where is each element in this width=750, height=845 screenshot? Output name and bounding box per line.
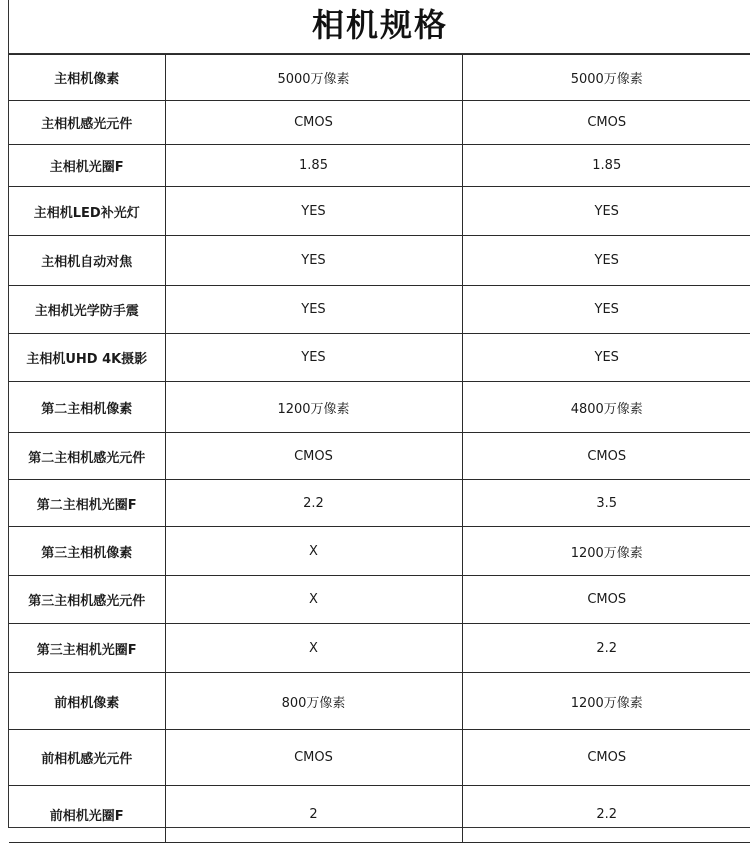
value-col-2: 1200万像素 <box>462 527 750 576</box>
value-col-1: YES <box>165 236 462 286</box>
row-label: 第二主相机光圈F <box>9 480 165 527</box>
value-col-2: YES <box>462 187 750 236</box>
row-label: 前相机感光元件 <box>9 730 165 786</box>
value-col-1: CMOS <box>165 101 462 145</box>
table-row <box>9 480 750 527</box>
table-row <box>9 786 750 843</box>
table-row <box>9 730 750 786</box>
table-row <box>9 334 750 382</box>
value-col-1: X <box>165 527 462 576</box>
value-col-2: 2.2 <box>462 786 750 843</box>
value-col-2: 5000万像素 <box>462 55 750 101</box>
table-row <box>9 236 750 286</box>
row-label: 前相机光圈F <box>9 786 165 843</box>
row-label: 第三主相机感光元件 <box>9 576 165 624</box>
camera-spec-table <box>9 54 750 843</box>
value-col-1: CMOS <box>165 433 462 480</box>
row-label: 主相机感光元件 <box>9 101 165 145</box>
row-label: 第二主相机像素 <box>9 382 165 433</box>
row-label: 第二主相机感光元件 <box>9 433 165 480</box>
table-row <box>9 433 750 480</box>
value-col-1: 2 <box>165 786 462 843</box>
table-row <box>9 286 750 334</box>
value-col-2: 4800万像素 <box>462 382 750 433</box>
value-col-1: CMOS <box>165 730 462 786</box>
table-row <box>9 145 750 187</box>
value-col-1: 2.2 <box>165 480 462 527</box>
row-label: 主相机光学防手震 <box>9 286 165 334</box>
row-label: 第三主相机像素 <box>9 527 165 576</box>
row-label: 第三主相机光圈F <box>9 624 165 673</box>
table-row <box>9 527 750 576</box>
value-col-1: X <box>165 624 462 673</box>
row-label: 主相机像素 <box>9 55 165 101</box>
value-col-1: 800万像素 <box>165 673 462 730</box>
value-col-1: X <box>165 576 462 624</box>
table-row <box>9 673 750 730</box>
value-col-1: 5000万像素 <box>165 55 462 101</box>
value-col-2: CMOS <box>462 730 750 786</box>
value-col-1: 1.85 <box>165 145 462 187</box>
row-label: 主相机光圈F <box>9 145 165 187</box>
value-col-2: YES <box>462 286 750 334</box>
row-label: 主相机UHD 4K摄影 <box>9 334 165 382</box>
page-title: 相机规格 <box>9 0 750 54</box>
value-col-2: CMOS <box>462 576 750 624</box>
value-col-1: YES <box>165 187 462 236</box>
value-col-2: 1.85 <box>462 145 750 187</box>
value-col-1: YES <box>165 334 462 382</box>
table-row <box>9 187 750 236</box>
value-col-2: 3.5 <box>462 480 750 527</box>
value-col-1: YES <box>165 286 462 334</box>
spec-sheet <box>8 0 750 828</box>
table-row <box>9 624 750 673</box>
value-col-2: 1200万像素 <box>462 673 750 730</box>
value-col-2: 2.2 <box>462 624 750 673</box>
value-col-1: 1200万像素 <box>165 382 462 433</box>
table-row <box>9 576 750 624</box>
row-label: 前相机像素 <box>9 673 165 730</box>
value-col-2: CMOS <box>462 433 750 480</box>
table-row <box>9 55 750 101</box>
value-col-2: CMOS <box>462 101 750 145</box>
table-row <box>9 382 750 433</box>
row-label: 主相机自动对焦 <box>9 236 165 286</box>
row-label: 主相机LED补光灯 <box>9 187 165 236</box>
value-col-2: YES <box>462 236 750 286</box>
value-col-2: YES <box>462 334 750 382</box>
table-row <box>9 101 750 145</box>
